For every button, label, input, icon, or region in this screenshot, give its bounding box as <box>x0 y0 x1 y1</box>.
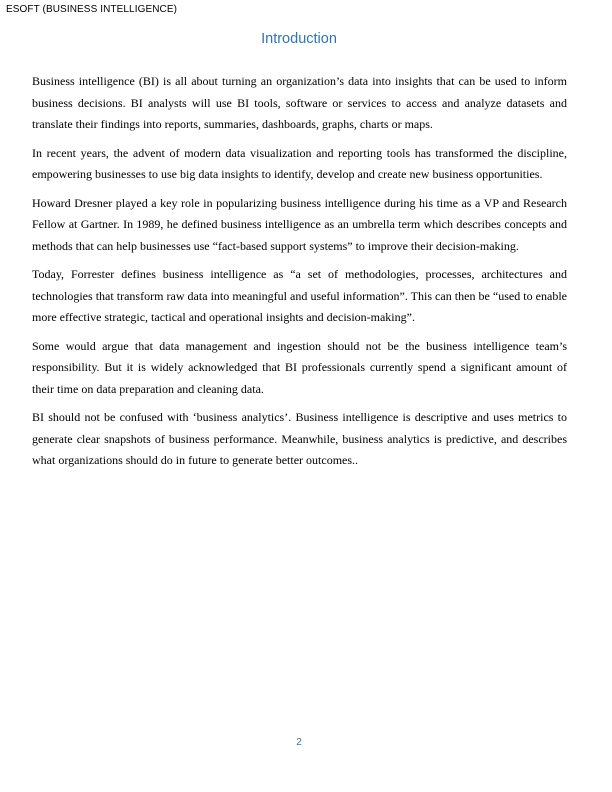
paragraph: Business intelligence (BI) is all about turning an organization’s data into insights that can be used to inform business decisions. BI analysts will use BI tools, software or services to access and analyze datasets and translate their findings into reports, summaries, dashboards, graphs, charts or maps. <box>32 74 567 131</box>
paragraph: Howard Dresner played a key role in popularizing business intelligence during his time as a VP and Research Fellow at Gartner. In 1989, he defined business intelligence as an umbrella term which describes concepts and methods that can help businesses use “fact-based support systems” to improve their decision-making. <box>32 195 567 253</box>
paragraph: Today, Forrester defines business intelligence as “a set of methodologies, processes, architectures and technologies that transform raw data into meaningful and useful information”. This can then be “used to enable more effective strategic, tactical and operational insights and decision-making”. <box>32 267 567 324</box>
section-title: Introduction <box>261 31 337 47</box>
paragraph: BI should not be confused with ‘business analytics’. Business intelligence is descriptive and uses metrics to generate clear snapshots of business performance. Meanwhile, business analytics is predictive, and describes what organizations should do in future to generate better outcomes.. <box>32 410 567 467</box>
paragraph: In recent years, the advent of modern data visualization and reporting tools has transformed the discipline, empowering businesses to use big data insights to identify, develop and create new business opportunities. <box>32 145 567 181</box>
page-number: 2 <box>296 737 302 748</box>
paragraph: Some would argue that data management and ingestion should not be the business intelligence team’s responsibility. But it is widely acknowledged that BI professionals currently spend a significant amount of their time on data preparation and cleaning data. <box>32 338 567 396</box>
running-header: ESOFT (BUSINESS INTELLIGENCE) <box>6 4 178 15</box>
body-text <box>32 71 567 479</box>
